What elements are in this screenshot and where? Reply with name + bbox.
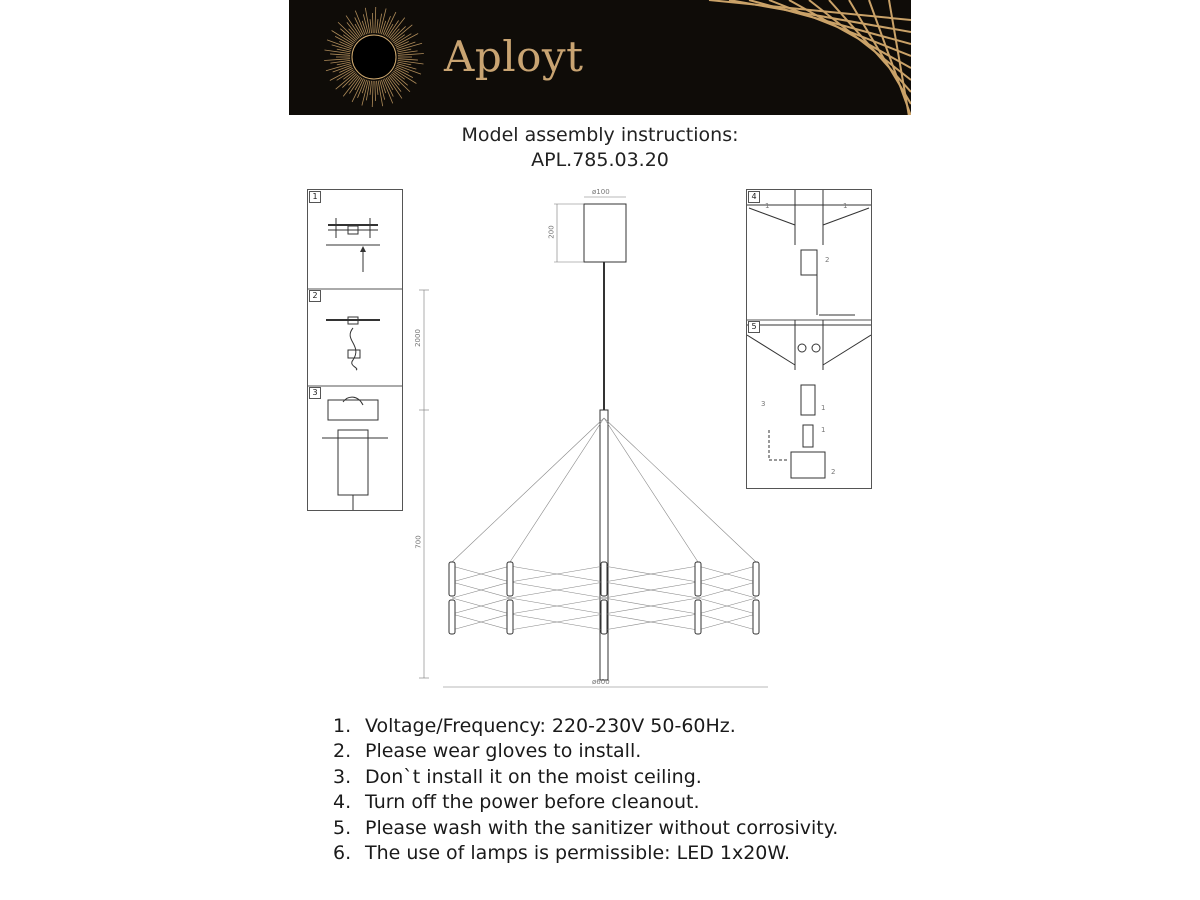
lamp-bar [507,600,513,634]
instruction-number: 2. [333,740,352,763]
callout-label: 1 [821,404,826,412]
dim-canopy-height: 200 [547,225,556,239]
instruction-item [333,841,838,866]
callout-label: 2 [831,468,836,476]
lamp-bar [601,562,607,596]
instruction-item [333,714,838,739]
instruction-text: Voltage/Frequency: 220-230V 50-60Hz. [365,715,736,737]
instruction-text: Please wear gloves to install. [365,740,642,763]
lamp-bar [449,600,455,634]
instruction-number: 6. [333,841,352,864]
lamp-bar [753,562,759,596]
instruction-text: Turn off the power before cleanout. [365,791,700,814]
instruction-text: Don`t install it on the moist ceiling. [365,765,702,788]
instruction-number: 5. [333,816,352,839]
dim-fixture-height: 700 [414,535,423,549]
brand-logo: Aployt [444,32,584,81]
instruction-text: Please wash with the sanitizer without corrosivity. [365,816,839,839]
instruction-item [333,816,838,841]
page-title: Model assembly instructions: [461,124,739,146]
lamp-bar [449,562,455,596]
step-number: 4 [748,191,760,203]
dim-canopy-width: ø100 [592,188,610,196]
lamp-bar [507,562,513,596]
instruction-text: The use of lamps is permissible: LED 1x20W. [365,841,791,864]
step-number: 1 [309,191,321,203]
lamp-bar [753,600,759,634]
callout-label: 1 [821,426,826,434]
step-number: 2 [309,290,321,302]
callout-label: 2 [825,256,830,264]
lamp-bar [601,600,607,634]
instruction-number: 4. [333,791,352,814]
instruction-item [333,739,838,764]
dim-fixture-width: ø600 [592,678,610,686]
callout-label: 1 [843,202,848,210]
callout-label: 3 [761,400,766,408]
instruction-number: 3. [333,765,352,788]
lamp-bar [695,600,701,634]
callout-label: 1 [765,202,770,210]
instruction-item [333,765,838,790]
step-number: 3 [309,387,321,399]
model-number: APL.785.03.20 [531,149,669,171]
lamp-bar [695,562,701,596]
instruction-item [333,790,838,815]
instruction-list [333,714,838,866]
step-number: 5 [748,321,760,333]
instruction-number: 1. [333,715,352,737]
dim-total-height: 2000 [413,329,422,347]
